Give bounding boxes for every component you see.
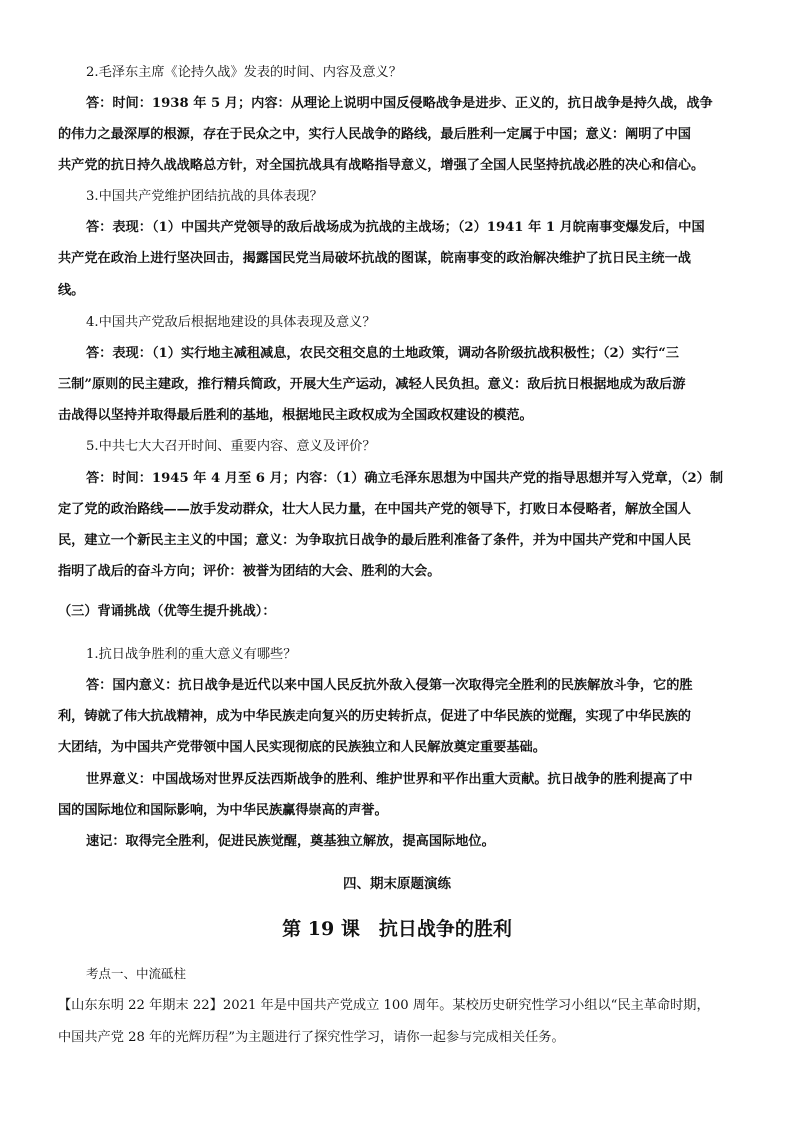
answer-3-line-2: 共产党在政治上进行坚决回击，揭露国民党当局破坏抗战的图谋，皖南事变的政治解决维护了抗日民主统一战 bbox=[58, 251, 691, 266]
memo-line: 速记：取得完全胜利，促进民族觉醒，奠基独立解放，提高国际地位。 bbox=[86, 834, 495, 849]
section-3-heading: （三）背诵挑战（优等生提升挑战）： bbox=[58, 604, 276, 619]
recite-answer-line-3: 大团结，为中国共产党带领中国人民实现彻底的民族独立和人民解放奠定重要基础。 bbox=[58, 740, 546, 755]
question-2: 2.毛泽东主席《论持久战》发表的时间、内容及意义？ bbox=[86, 65, 402, 80]
answer-5-line-4: 指明了战后的奋斗方向；评价：被誉为团结的大会、胜利的大会。 bbox=[58, 564, 441, 579]
lesson-title: 第 19 课 抗日战争的胜利 bbox=[282, 918, 512, 940]
question-5: 5.中共七大大召开时间、重要内容、意义及评价？ bbox=[86, 439, 376, 454]
topic-heading: 考点一、中流砥柱 bbox=[86, 966, 187, 981]
answer-2-line-3: 共产党的抗日持久战战略总方针，对全国抗战具有战略指导意义，增强了全国人民坚持抗战必胜的决心和信心。 bbox=[58, 158, 705, 173]
answer-4-line-3: 击战得以坚持并取得最后胜利的基地，根据地民主政权成为全国政权建设的模范。 bbox=[58, 408, 533, 423]
recite-answer-line-1: 答：国内意义：抗日战争是近代以来中国人民反抗外敌入侵第一次取得完全胜利的民族解放斗争，它的胜 bbox=[86, 678, 693, 693]
exam-question-line-1: 【山东东明 22 年期末 22】2021 年是中国共产党成立 100 周年。某校历史研究性学习小组以“民主革命时期， bbox=[58, 998, 710, 1013]
recite-answer-line-2: 利，铸就了伟大抗战精神，成为中华民族走向复兴的历史转折点，促进了中华民族的觉醒，实现了中华民族的 bbox=[58, 709, 691, 724]
answer-5-line-1: 答：时间：1945 年 4 月至 6 月；内容：（1）确立毛泽东思想为中国共产党的指导思想并写入党章，（2）制 bbox=[86, 471, 724, 486]
answer-5-line-2: 定了党的政治路线——放手发动群众，壮大人民力量，在中国共产党的领导下，打败日本侵略者，解放全国人 bbox=[58, 502, 691, 517]
question-4: 4.中国共产党敌后根据地建设的具体表现及意义？ bbox=[86, 315, 376, 330]
answer-5-line-3: 民，建立一个新民主主义的中国；意义：为争取抗日战争的最后胜利准备了条件，并为中国共产党和中国人民 bbox=[58, 533, 691, 548]
answer-2-line-2: 的伟力之最深厚的根源，存在于民众之中，实行人民战争的路线，最后胜利一定属于中国；意义：阐明了中国 bbox=[58, 127, 691, 142]
world-significance-line-2: 国的国际地位和国际影响，为中华民族赢得崇高的声誉。 bbox=[58, 803, 388, 818]
answer-4-line-2: 三制”原则的民主建政，推行精兵简政，开展大生产运动，减轻人民负担。意义：敌后抗日根据地成为敌后游 bbox=[58, 377, 686, 392]
world-significance-line-1: 世界意义：中国战场对世界反法西斯战争的胜利、维护世界和平作出重大贡献。抗日战争的胜利提高了中 bbox=[86, 772, 693, 787]
section-4-heading: 四、期末原题演练 bbox=[343, 876, 451, 892]
recite-question-1: 1.抗日战争胜利的重大意义有哪些？ bbox=[86, 647, 297, 662]
answer-3-line-3: 线。 bbox=[58, 283, 85, 298]
answer-4-line-1: 答：表现：（1）实行地主减租减息，农民交租交息的土地政策，调动各阶级抗战积极性；（2）实行“三 bbox=[86, 346, 679, 361]
exam-question-line-2: 中国共产党 28 年的光辉历程”为主题进行了探究性学习，请你一起参与完成相关任务。 bbox=[58, 1030, 565, 1045]
question-3: 3.中国共产党维护团结抗战的具体表现？ bbox=[86, 189, 323, 204]
answer-2-line-1: 答：时间：1938 年 5 月；内容：从理论上说明中国反侵略战争是进步、正义的，抗日战争是持久战，战争 bbox=[86, 96, 713, 111]
answer-3-line-1: 答：表现：（1）中国共产党领导的敌后战场成为抗战的主战场；（2）1941 年 1 月皖南事变爆发后，中国 bbox=[86, 220, 705, 235]
